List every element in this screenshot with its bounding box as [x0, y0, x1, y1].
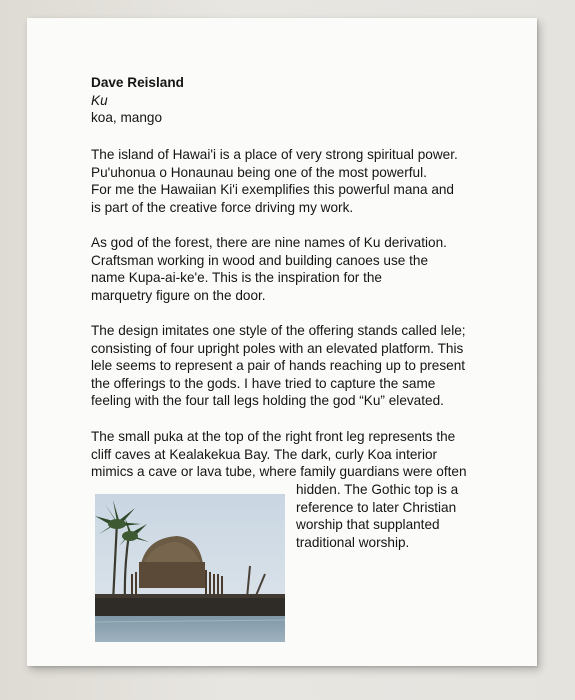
paragraph-line: consisting of four upright poles with an elevated platform. This	[91, 340, 464, 356]
artwork-title: Ku	[91, 92, 108, 108]
paragraph-2	[91, 234, 531, 304]
artist-name: Dave Reisland	[91, 75, 184, 90]
paragraph-line: marquetry figure on the door.	[91, 287, 266, 303]
paragraph-line: lele seems to represent a pair of hands reaching up to present	[91, 358, 466, 374]
paragraph-line: The small puka at the top of the right front leg represents the	[91, 429, 456, 444]
paragraph-line: As god of the forest, there are nine names of Ku derivation.	[91, 235, 447, 250]
paragraph-line: mimics a cave or lava tube, where family guardians were often	[91, 464, 467, 480]
paragraph-line: is part of the creative force driving my work.	[91, 199, 354, 215]
side-text	[296, 481, 496, 551]
paragraph-line: The design imitates one style of the offering stands called lele;	[91, 323, 466, 338]
paragraph-line: the offerings to the gods. I have tried to capture the same	[91, 375, 436, 391]
header-block	[91, 74, 531, 127]
side-text-line: hidden. The Gothic top is a	[296, 482, 459, 497]
paragraph-line: feeling with the four tall legs holding the god “Ku” elevated.	[91, 393, 444, 409]
paragraph-line: For me the Hawaiian Ki'i exemplifies this powerful mana and	[91, 182, 454, 198]
side-text-line: reference to later Christian	[296, 499, 457, 515]
artwork-materials: koa, mango	[91, 110, 163, 126]
paragraph-line: Craftsman working in wood and building canoes use the	[91, 252, 429, 268]
paragraph-line: cliff caves at Kealakekua Bay. The dark, curly Koa interior	[91, 446, 438, 462]
paragraph-line: name Kupa-ai-ke'e. This is the inspiration for the	[91, 270, 382, 286]
paragraph-3	[91, 322, 531, 410]
side-text-line: worship that supplanted	[296, 517, 440, 533]
paragraph-1	[91, 146, 531, 216]
paragraph-line: The island of Hawai'i is a place of very strong spiritual power.	[91, 147, 458, 162]
side-text-line: traditional worship.	[296, 534, 410, 550]
artist-statement-card	[27, 18, 537, 666]
paragraph-line: Pu'uhonua o Honaunau being one of the most powerful.	[91, 164, 427, 180]
paragraph-4	[91, 428, 531, 481]
heiau-photo	[95, 494, 285, 642]
